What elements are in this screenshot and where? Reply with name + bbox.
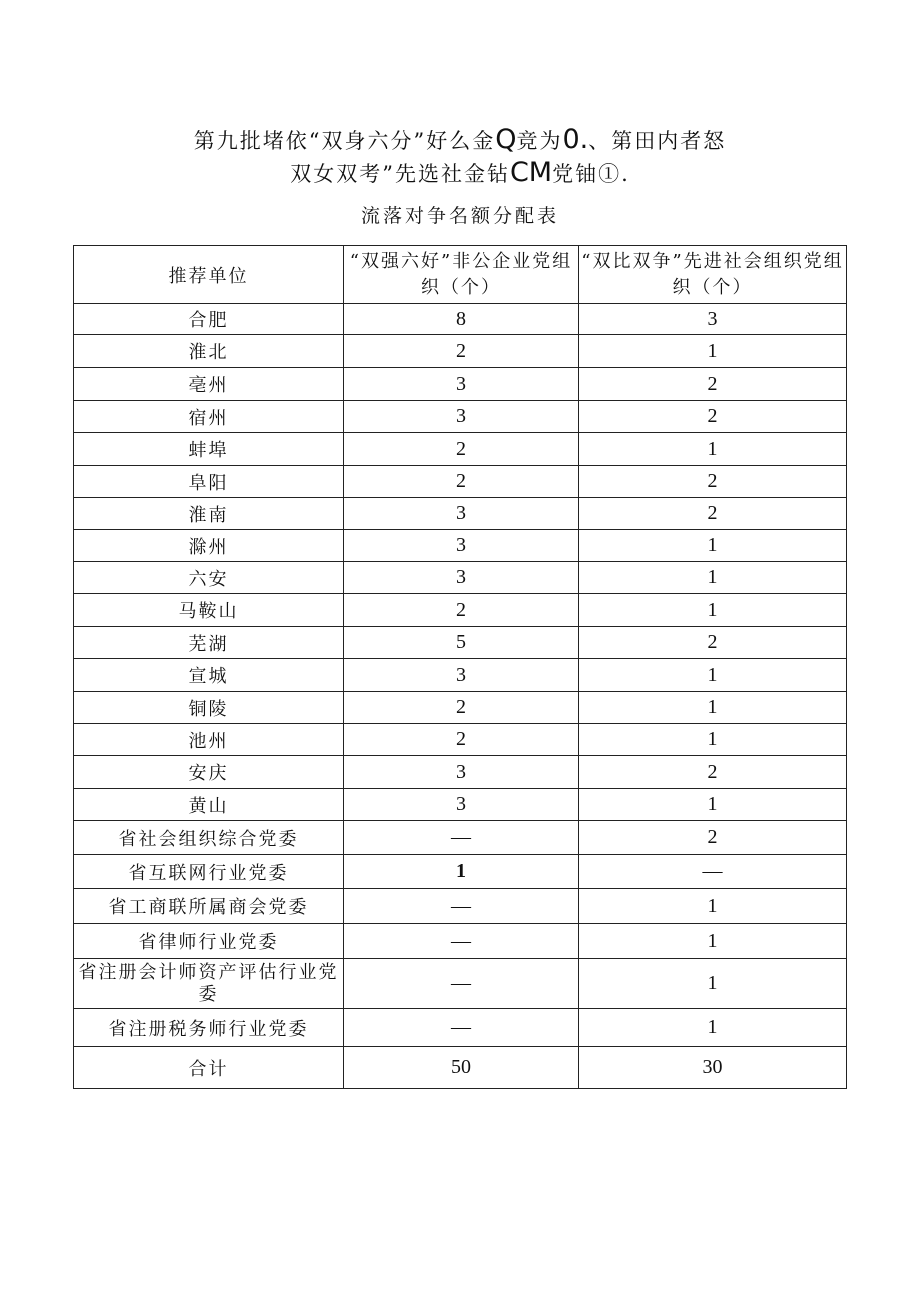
social-org-count-cell: 1 bbox=[579, 433, 847, 466]
table-row bbox=[74, 924, 847, 959]
unit-name-cell: 宿州 bbox=[74, 401, 344, 433]
unit-name-cell: 省律师行业党委 bbox=[74, 924, 344, 959]
unit-name-cell: 省社会组织综合党委 bbox=[74, 821, 344, 855]
header-non-public-enterprise: “双强六好”非公企业党组织（个） bbox=[344, 246, 579, 304]
enterprise-count-cell: — bbox=[344, 959, 579, 1009]
title-line2-part1: 双女双考”先选社金钻 bbox=[290, 162, 510, 186]
social-org-count-cell: 2 bbox=[579, 627, 847, 659]
total-label-cell: 合计 bbox=[74, 1047, 344, 1089]
social-org-count-cell: 1 bbox=[579, 692, 847, 724]
total-social-org-cell: 30 bbox=[579, 1047, 847, 1089]
unit-name-cell: 宣城 bbox=[74, 659, 344, 692]
enterprise-count-cell: 8 bbox=[344, 304, 579, 335]
social-org-count-cell: 2 bbox=[579, 466, 847, 498]
social-org-count-cell: 2 bbox=[579, 821, 847, 855]
enterprise-count-cell: — bbox=[344, 1009, 579, 1047]
table-header-row bbox=[74, 246, 847, 304]
unit-name-cell: 安庆 bbox=[74, 756, 344, 789]
unit-name-cell: 阜阳 bbox=[74, 466, 344, 498]
unit-name-cell: 省注册会计师资产评估行业党委 bbox=[74, 959, 344, 1009]
social-org-count-cell: 1 bbox=[579, 335, 847, 368]
table-row bbox=[74, 855, 847, 889]
enterprise-count-cell: 1 bbox=[344, 855, 579, 889]
enterprise-count-cell: 3 bbox=[344, 789, 579, 821]
unit-name-cell: 六安 bbox=[74, 562, 344, 594]
title-line1-part2: Q bbox=[495, 124, 517, 155]
title-line1-part4: 0. bbox=[562, 124, 589, 155]
unit-name-cell: 黄山 bbox=[74, 789, 344, 821]
social-org-count-cell: 1 bbox=[579, 659, 847, 692]
enterprise-count-cell: 3 bbox=[344, 368, 579, 401]
enterprise-count-cell: 2 bbox=[344, 335, 579, 368]
social-org-count-cell: 1 bbox=[579, 1009, 847, 1047]
title-line2-part2: CM bbox=[509, 157, 553, 188]
unit-name-cell: 池州 bbox=[74, 724, 344, 756]
table-row bbox=[74, 562, 847, 594]
unit-name-cell: 淮北 bbox=[74, 335, 344, 368]
title-line2-part3: 党铀①. bbox=[552, 162, 630, 186]
enterprise-count-cell: 2 bbox=[344, 466, 579, 498]
header-social-organization: “双比双争”先进社会组织党组织（个） bbox=[579, 246, 847, 304]
document-title-line-1 bbox=[0, 124, 920, 155]
unit-name-cell: 亳州 bbox=[74, 368, 344, 401]
total-enterprise-cell: 50 bbox=[344, 1047, 579, 1089]
table-row bbox=[74, 466, 847, 498]
social-org-count-cell: 2 bbox=[579, 756, 847, 789]
social-org-count-cell: 1 bbox=[579, 924, 847, 959]
table-row bbox=[74, 889, 847, 924]
enterprise-count-cell: 2 bbox=[344, 594, 579, 627]
title-line1-part1: 第九批堵依“双身六分”好么金 bbox=[193, 129, 496, 153]
enterprise-count-cell: 2 bbox=[344, 433, 579, 466]
unit-name-cell: 铜陵 bbox=[74, 692, 344, 724]
table-row bbox=[74, 498, 847, 530]
enterprise-count-cell: 2 bbox=[344, 692, 579, 724]
enterprise-count-cell: 3 bbox=[344, 401, 579, 433]
social-org-count-cell: 1 bbox=[579, 724, 847, 756]
table-row bbox=[74, 692, 847, 724]
enterprise-count-cell: — bbox=[344, 821, 579, 855]
title-line1-part5: 、第田内者怒 bbox=[588, 129, 727, 153]
table-caption: 流落对争名额分配表 bbox=[360, 205, 559, 227]
enterprise-count-cell: 3 bbox=[344, 498, 579, 530]
table-row bbox=[74, 756, 847, 789]
social-org-count-cell: 3 bbox=[579, 304, 847, 335]
enterprise-count-cell: 5 bbox=[344, 627, 579, 659]
social-org-count-cell: 1 bbox=[579, 530, 847, 562]
enterprise-count-cell: 2 bbox=[344, 724, 579, 756]
table-row bbox=[74, 959, 847, 1009]
table-row bbox=[74, 401, 847, 433]
unit-name-cell: 省互联网行业党委 bbox=[74, 855, 344, 889]
social-org-count-cell: 1 bbox=[579, 789, 847, 821]
social-org-count-cell: 2 bbox=[579, 498, 847, 530]
header-recommending-unit: 推荐单位 bbox=[74, 246, 344, 304]
table-row bbox=[74, 659, 847, 692]
unit-name-cell: 芜湖 bbox=[74, 627, 344, 659]
table-row bbox=[74, 821, 847, 855]
table-row bbox=[74, 789, 847, 821]
enterprise-count-cell: 3 bbox=[344, 756, 579, 789]
social-org-count-cell: 2 bbox=[579, 401, 847, 433]
social-org-count-cell: 1 bbox=[579, 889, 847, 924]
allocation-table bbox=[73, 245, 847, 1089]
enterprise-count-cell: 3 bbox=[344, 530, 579, 562]
social-org-count-cell: — bbox=[579, 855, 847, 889]
social-org-count-cell: 2 bbox=[579, 368, 847, 401]
unit-name-cell: 合肥 bbox=[74, 304, 344, 335]
allocation-table-body bbox=[74, 246, 847, 1089]
unit-name-cell: 蚌埠 bbox=[74, 433, 344, 466]
enterprise-count-cell: — bbox=[344, 924, 579, 959]
table-row bbox=[74, 304, 847, 335]
table-row bbox=[74, 724, 847, 756]
unit-name-cell: 马鞍山 bbox=[74, 594, 344, 627]
unit-name-cell: 淮南 bbox=[74, 498, 344, 530]
enterprise-count-cell: 3 bbox=[344, 562, 579, 594]
enterprise-count-cell: 3 bbox=[344, 659, 579, 692]
total-row bbox=[74, 1047, 847, 1089]
title-line1-part3: 竞为 bbox=[516, 129, 563, 153]
table-row bbox=[74, 368, 847, 401]
social-org-count-cell: 1 bbox=[579, 594, 847, 627]
table-row bbox=[74, 530, 847, 562]
document-title-line-2 bbox=[0, 157, 920, 188]
social-org-count-cell: 1 bbox=[579, 562, 847, 594]
unit-name-cell: 省工商联所属商会党委 bbox=[74, 889, 344, 924]
table-row bbox=[74, 1009, 847, 1047]
table-row bbox=[74, 433, 847, 466]
unit-name-cell: 省注册税务师行业党委 bbox=[74, 1009, 344, 1047]
unit-name-cell: 滁州 bbox=[74, 530, 344, 562]
enterprise-count-cell: — bbox=[344, 889, 579, 924]
social-org-count-cell: 1 bbox=[579, 959, 847, 1009]
table-row bbox=[74, 627, 847, 659]
table-row bbox=[74, 594, 847, 627]
table-row bbox=[74, 335, 847, 368]
